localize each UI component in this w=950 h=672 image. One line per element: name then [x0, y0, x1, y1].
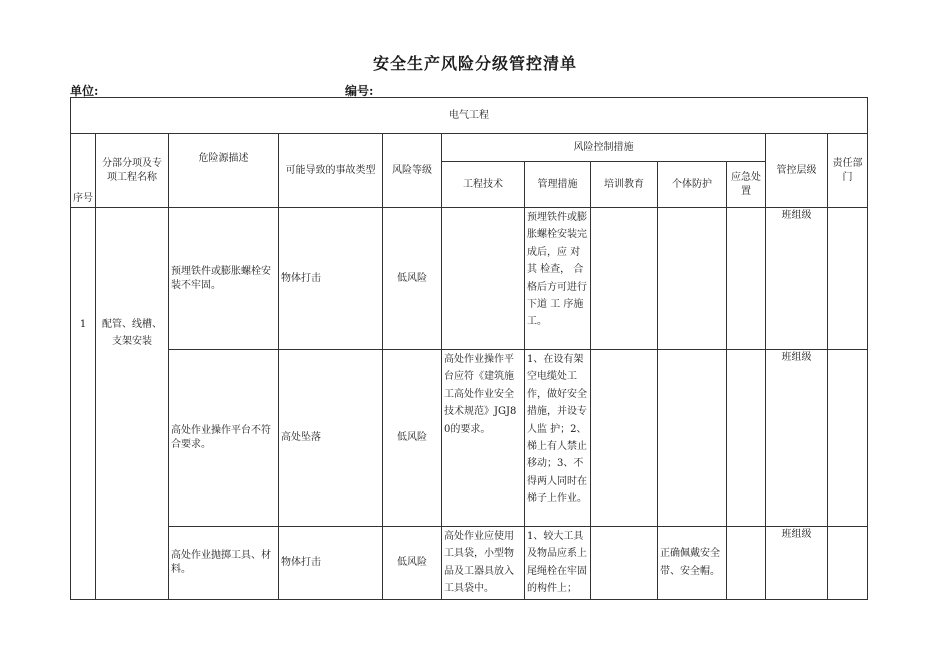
header-hazard: 危险源描述 [169, 134, 279, 208]
training-cell [591, 208, 658, 350]
number-label: 编号: [345, 84, 374, 98]
header-control-level: 管控层级 [766, 134, 828, 208]
ppe-cell [658, 208, 727, 350]
group-seq: 1 [71, 208, 96, 600]
management-cell: 1、较大工具及物品应系上尾绳栓在牢固的构件上； [525, 527, 591, 600]
header-management: 管理措施 [525, 162, 591, 208]
training-cell [591, 527, 658, 600]
training-cell [591, 350, 658, 527]
risk-level-cell: 低风险 [383, 350, 442, 527]
header-row-1 [71, 134, 868, 162]
control-level-cell: 班组级 [766, 350, 828, 527]
emergency-cell [727, 350, 766, 527]
engineering-cell: 高处作业操作平台应符《建筑施工高处作业安全技术规范》JGJ80的要求。 [442, 350, 525, 527]
responsible-cell [828, 208, 868, 350]
emergency-cell [727, 208, 766, 350]
header-training: 培训教育 [591, 162, 658, 208]
header-emergency: 应急处置 [727, 162, 766, 208]
document-title: 安全生产风险分级管控清单 [372, 54, 577, 73]
header-ppe: 个体防护 [658, 162, 727, 208]
table-row [71, 208, 868, 350]
control-level-cell: 班组级 [766, 527, 828, 600]
responsible-cell [828, 527, 868, 600]
engineering-cell: 高处作业应使用工具袋，小型物品及工器具放入工具袋中。 [442, 527, 525, 600]
section-title: 电气工程 [71, 98, 868, 134]
accident-cell: 高处坠落 [279, 350, 383, 527]
management-cell: 1、在设有架空电缆处工作，做好安全措施，并设专人监 护；2、梯上有人禁止移动；3、不得两人同时在梯子上作业。 [525, 350, 591, 527]
accident-cell: 物体打击 [279, 208, 383, 350]
unit-label: 单位: [70, 84, 99, 98]
header-accident: 可能导致的事故类型 [279, 134, 383, 208]
accident-cell: 物体打击 [279, 527, 383, 600]
management-cell: 预埋铁件或膨胀螺栓安装完成后，应 对 其 检查， 合格后方可进行下道 工 序施 工。 [525, 208, 591, 350]
risk-control-table [70, 97, 868, 600]
hazard-cell: 预埋铁件或膨胀螺栓安装不牢固。 [169, 208, 279, 350]
header-seq: 序号 [71, 134, 96, 208]
header-risk-level: 风险等级 [383, 134, 442, 208]
header-responsible: 责任部门 [828, 134, 868, 208]
section-row [71, 98, 868, 134]
group-division: 配管、线槽、支架安装 [96, 208, 169, 600]
table-row [71, 527, 868, 600]
control-level-cell: 班组级 [766, 208, 828, 350]
emergency-cell [727, 527, 766, 600]
risk-level-cell: 低风险 [383, 208, 442, 350]
ppe-cell: 正确佩戴安全带、安全帽。 [658, 527, 727, 600]
responsible-cell [828, 350, 868, 527]
ppe-cell [658, 350, 727, 527]
hazard-cell: 高处作业操作平台不符合要求。 [169, 350, 279, 527]
engineering-cell [442, 208, 525, 350]
risk-level-cell: 低风险 [383, 527, 442, 600]
header-measures: 风险控制措施 [442, 134, 766, 162]
hazard-cell: 高处作业抛掷工具、材料。 [169, 527, 279, 600]
header-division: 分部分项及专项工程名称 [96, 134, 169, 208]
table-row [71, 350, 868, 527]
header-engineering: 工程技术 [442, 162, 525, 208]
